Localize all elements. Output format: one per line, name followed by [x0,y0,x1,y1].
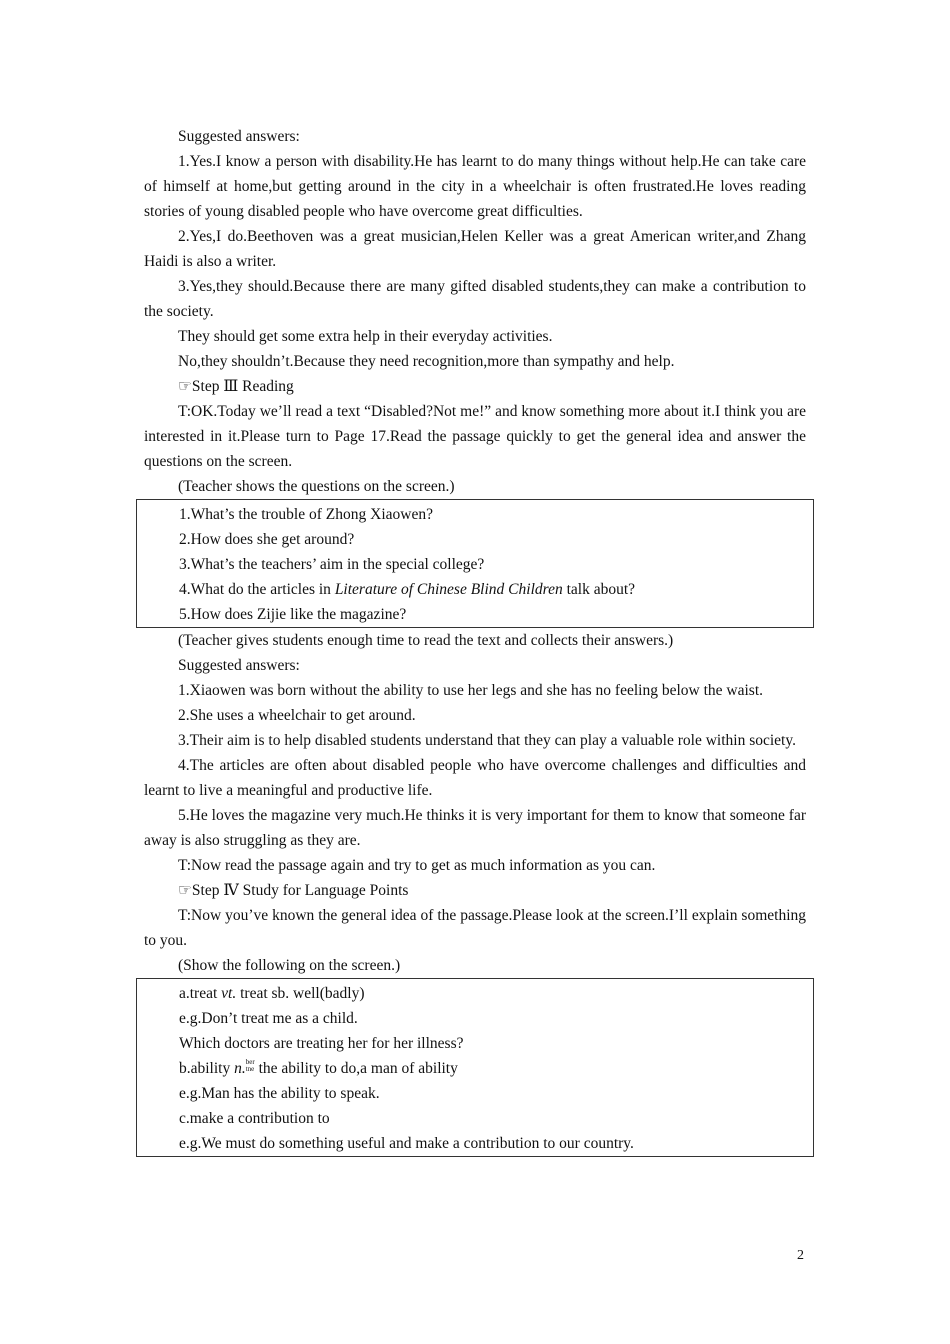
paragraph: T:OK.Today we’ll read a text “Disabled?Not me!” and know something more about it.I think you are interested in it.Please turn to Page 17.Read the passage quickly to get the general idea and answer the questions on the screen. [144,403,806,470]
point-text: b.ability [179,1060,235,1077]
paragraph: (Show the following on the screen.) [178,957,401,974]
paragraph: (Teacher gives students enough time to read the text and collects their answers.) [178,632,674,649]
point-item [145,981,805,1006]
example-item: Which doctors are treating her for her illness? [179,1035,464,1052]
paragraph: T:Now you’ve known the general idea of the passage.Please look at the screen.I’ll explain something to you. [144,907,806,949]
point-item: c.make a contribution to [179,1110,330,1127]
example-item: e.g.We must do something useful and make a contribution to our country. [179,1135,634,1152]
step-heading: ☞Step Ⅲ Reading [178,378,294,395]
question-text: talk about? [562,581,636,598]
paragraph: (Teacher shows the questions on the screen.) [178,478,455,495]
questions-box [136,499,814,628]
question-item: 3.What’s the teachers’ aim in the special college? [179,556,485,573]
question-item: 2.How does she get around? [179,531,355,548]
paragraph: 1.Xiaowen was born without the ability to use her legs and she has no feeling below the waist. [178,682,763,699]
paragraph: 2.She uses a wheelchair to get around. [178,707,416,724]
paragraph: No,they shouldn’t.Because they need recognition,more than sympathy and help. [178,353,675,370]
paragraph: 1.Yes.I know a person with disability.He has learnt to do many things without help.He can take care of himself at home,but getting around in the city in a wheelchair is often frustrated.He loves reading stories of young disabled people who have overcome great difficulties. [144,153,806,220]
question-item [145,577,805,602]
question-item: 5.How does Zijie like the magazine? [179,606,407,623]
paragraph: Suggested answers: [178,128,300,145]
paragraph: They should get some extra help in their everyday activities. [178,328,553,345]
book-title: Literature of Chinese Blind Children [334,581,563,598]
paragraph: 4.The articles are often about disabled people who have overcome challenges and difficulties and learnt to live a meaningful and productive life. [144,757,806,799]
language-points-box [136,978,814,1157]
paragraph: 2.Yes,I do.Beethoven was a great musician,Helen Keller was a great American writer,and Zhang Haidi is also a writer. [144,228,806,270]
stacked-characters [246,1059,255,1073]
paragraph: Suggested answers: [178,657,300,674]
example-item: e.g.Man has the ability to speak. [179,1085,380,1102]
page-number: 2 [797,1248,804,1263]
stack-bottom: tne [245,1065,255,1073]
example-item: e.g.Don’t treat me as a child. [179,1010,358,1027]
question-text: 4.What do the articles in [179,581,335,598]
point-text: the ability to do,a man of ability [254,1060,458,1077]
paragraph: 5.He loves the magazine very much.He thinks it is very important for them to know that someone far away is also struggling as they are. [144,807,806,849]
paragraph: 3.Their aim is to help disabled students understand that they can play a valuable role within society. [178,732,796,749]
paragraph: T:Now read the passage again and try to get as much information as you can. [178,857,656,874]
step-heading: ☞Step Ⅳ Study for Language Points [178,882,409,899]
part-of-speech: n. [234,1060,246,1077]
document-page [144,124,806,1157]
point-text: a.treat [179,985,222,1002]
point-text: treat sb. well(badly) [236,985,365,1002]
part-of-speech: vt. [221,985,237,1002]
point-item [145,1056,805,1081]
stack-top: ber [245,1058,255,1066]
paragraph: 3.Yes,they should.Because there are many gifted disabled students,they can make a contribution to the society. [144,278,806,320]
question-item: 1.What’s the trouble of Zhong Xiaowen? [179,506,433,523]
